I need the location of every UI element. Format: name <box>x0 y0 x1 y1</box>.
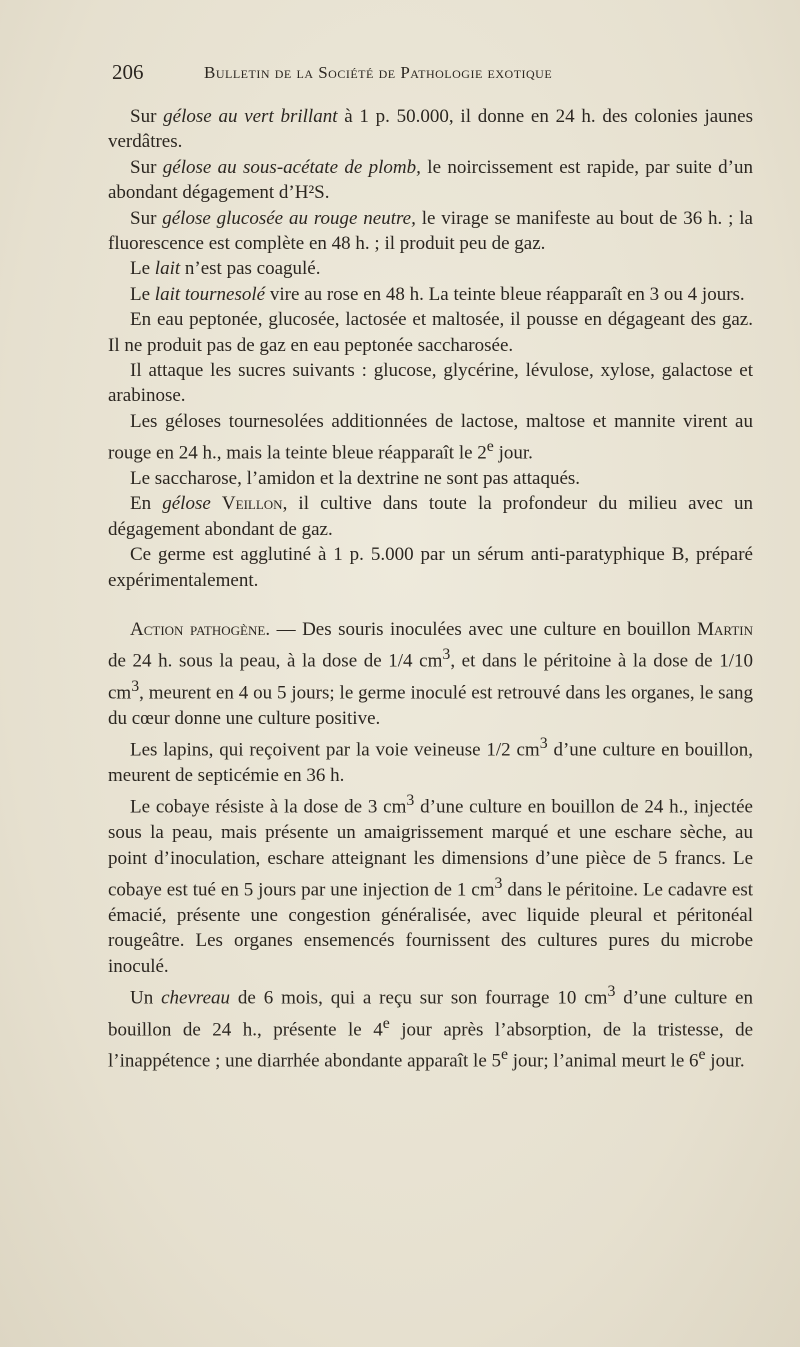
superscript: 3 <box>539 735 548 753</box>
paragraph-eau-peptonee: En eau peptonée, glucosée, lactosée et maltosée, il pousse en dégageant des gaz. Il ne produit pas de gaz en eau peptonée saccharosée. <box>108 309 753 356</box>
page-body <box>108 104 753 1074</box>
text: Le <box>130 258 155 280</box>
superscript: 3 <box>442 646 451 664</box>
text: En <box>130 493 163 515</box>
text: d’une culture en bouillon de 24 h., injectée sous la peau, mais présente un amaigrissement marqué et une eschare sèche, au point d’inoculation, eschare atteignant les dimensions d’une pièce de 5 francs. Le cobaye est tué en 5 jours par une injection de 1 cm <box>108 796 753 901</box>
superscript: 3 <box>494 875 503 893</box>
text: jour après l’absorption, de la tristesse, de l’inappétence ; une diarrhée abondante apparaît le 5 <box>108 1019 753 1072</box>
text: , et dans le péritoine à la dose de 1/10 cm <box>108 650 753 704</box>
text: n’est pas coagulé. <box>180 258 321 280</box>
medium-name: gélose glucosée au rouge neutre, <box>162 207 416 229</box>
text: Sur <box>130 156 163 178</box>
text: vire au rose en 48 h. La teinte bleue réapparaît en 3 ou 4 jours. <box>265 283 745 305</box>
paragraph-lapins <box>108 731 753 788</box>
page-header <box>112 56 752 92</box>
text: Les lapins, qui reçoivent par la voie veineuse 1/2 cm <box>130 739 540 761</box>
text: Sur <box>130 207 163 229</box>
animal-name: chevreau <box>161 987 231 1009</box>
paragraph-lait-tournesole <box>108 282 753 307</box>
paragraph-gelose-rouge-neutre <box>108 206 753 257</box>
paragraph-sucres: Il attaque les sucres suivants : glucose, glycérine, lévulose, xylose, galactose et arabinose. <box>108 360 753 407</box>
superscript: 3 <box>607 982 616 1000</box>
text: d’une culture en bouillon de 24 h., présente le 4 <box>108 987 753 1041</box>
text: Le cobaye résiste à la dose de 3 cm <box>130 796 407 818</box>
text: le noircissement est rapide, par suite d’un abondant dégagement d’H²S. <box>108 156 753 204</box>
text: dans le péritoine. Le cadavre est émacié, présente une congestion généralisée, avec liquide pleural et péritonéal rougeâtre. Les organes ensemencés fournissent des cultures pures du microbe inoculé. <box>108 879 753 977</box>
text: Sur <box>130 106 164 127</box>
text: jour. <box>493 442 533 464</box>
superscript: 3 <box>131 678 140 696</box>
paragraph-gelose-vert-brillant <box>108 104 753 155</box>
paragraph-gelose-veillon <box>108 491 753 542</box>
text <box>211 493 222 514</box>
paragraph-lait <box>108 256 753 281</box>
author-name: Martin <box>697 619 753 641</box>
text: d’une culture en bouillon, meurent de septicémie en 36 h. <box>108 739 753 787</box>
text: jour; l’animal meurt le 6 <box>508 1050 699 1072</box>
section-heading: Action pathogène <box>130 619 266 641</box>
text: Un <box>130 987 162 1009</box>
text: Le <box>130 283 155 305</box>
paragraph-agglutination: Ce germe est agglutiné à 1 p. 5.000 par un sérum anti-paratyphique B, préparé expérimentalement. <box>108 544 753 591</box>
text: , meurent en 4 ou 5 jours; le germe inoculé est retrouvé dans les organes, le sang du cœur donne une culture positive. <box>108 682 753 729</box>
author-name: Veillon <box>221 493 283 515</box>
superscript: 3 <box>406 792 415 810</box>
text: . — Des souris inoculées avec une culture en bouillon <box>265 619 698 641</box>
paragraph-gelose-plomb <box>108 155 753 206</box>
text: Les géloses tournesolées additionnées de lactose, maltose et mannite virent au rouge en 24 h., mais la teinte bleue réapparaît le 2 <box>108 410 753 464</box>
medium-name: gélose <box>162 493 211 515</box>
paragraph-action-pathogene <box>108 617 753 731</box>
text: à 1 p. 50.000, il donne en 24 h. des colonies jaunes verdâtres. <box>108 106 754 153</box>
paragraph-geloses-tournesolees <box>108 409 753 466</box>
text: le virage se manifeste au bout de 36 h. ; la fluorescence est complète en 48 h. ; il produit peu de gaz. <box>108 207 753 255</box>
medium-name: lait <box>154 258 181 280</box>
text: jour. <box>705 1050 745 1072</box>
section-gap <box>108 593 753 617</box>
text: de 6 mois, qui a reçu sur son fourrage 10 cm <box>230 987 608 1009</box>
paragraph-cobaye <box>108 788 753 979</box>
superscript: e <box>486 438 494 456</box>
superscript: e <box>501 1046 509 1064</box>
running-title: Bulletin de la Société de Pathologie exotique <box>204 63 553 82</box>
medium-name: gélose au sous-acétate de plomb, <box>162 156 421 178</box>
medium-name: lait tournesolé <box>154 283 266 305</box>
superscript: e <box>382 1014 390 1032</box>
text: de 24 h. sous la peau, à la dose de 1/4 cm <box>108 650 443 672</box>
paragraph-saccharose: Le saccharose, l’amidon et la dextrine ne sont pas attaqués. <box>130 468 581 490</box>
paragraph-chevreau <box>108 979 753 1074</box>
page-number: 206 <box>112 60 144 84</box>
superscript: e <box>698 1046 706 1064</box>
text: , il cultive dans toute la profondeur du milieu avec un dégagement abondant de gaz. <box>108 493 754 540</box>
medium-name: gélose au vert brillant <box>163 106 338 127</box>
